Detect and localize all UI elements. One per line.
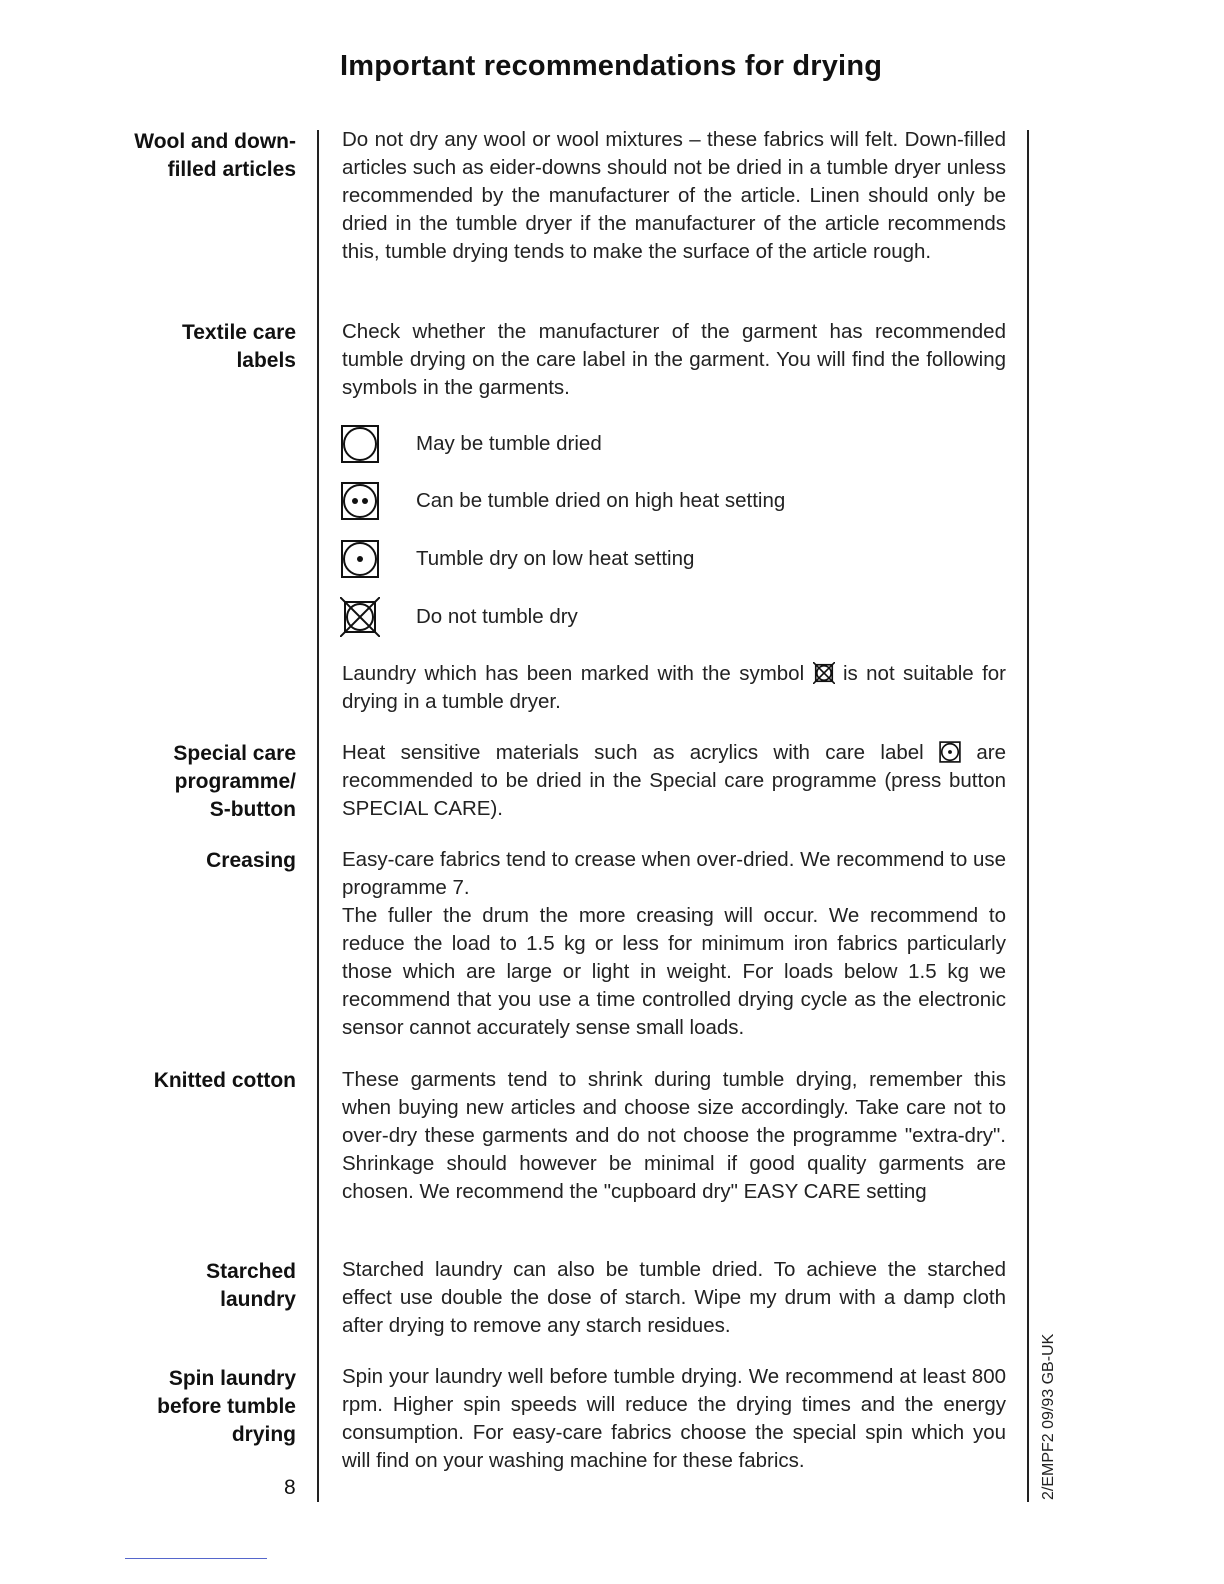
- label-line: Creasing: [206, 849, 296, 872]
- label-line: drying: [231, 1423, 296, 1446]
- text-knitted-cotton: These garments tend to shrink during tumble drying, remember this when buying new articles and choose size accordingly. Take care not to over-dry these garments and do not choose the programme "extra-dry". Shrinkage should however be minimal if good quality garments are chosen. We recommend the "cupboard dry" EASY CARE setting: [342, 1068, 1006, 1203]
- label-wool: [76, 128, 296, 184]
- symbol-row: [340, 539, 694, 579]
- paragraph: Easy-care fabrics tend to crease when over-dried. We recommend to use programme 7.: [342, 848, 1006, 899]
- document-code: 2/EMPF2 09/93 GB-UK: [1040, 1333, 1057, 1500]
- text-starched: Starched laundry can also be tumble dried. To achieve the starched effect use double the dose of starch. Wipe my drum with a damp cloth after drying to remove any starch residues.: [342, 1258, 1006, 1337]
- symbol-text: May be tumble dried: [416, 432, 602, 455]
- symbol-row: [340, 424, 602, 464]
- symbol-row: [340, 481, 785, 521]
- page-title: Important recommendations for drying: [340, 50, 883, 82]
- label-creasing: [76, 847, 296, 875]
- label-line: programme/: [174, 770, 296, 793]
- label-knitted-cotton: [76, 1067, 296, 1095]
- label-line: Textile care: [181, 321, 296, 344]
- right-margin-line: [1027, 130, 1029, 1502]
- symbol-text: Do not tumble dry: [416, 605, 578, 628]
- special-text: Heat sensitive materials such as acrylics with care label: [342, 741, 924, 764]
- tumble-dry-icon: [340, 424, 380, 464]
- do-not-tumble-dry-icon: [340, 597, 380, 637]
- note-text: is not suitable for drying in a tumble dryer.: [342, 662, 1007, 713]
- label-line: Knitted cotton: [153, 1069, 296, 1092]
- tumble-dry-high-heat-icon: [340, 481, 380, 521]
- label-line: Starched: [206, 1260, 296, 1283]
- text-wool: Do not dry any wool or wool mixtures – these fabrics will felt. Down-filled articles such as eider-downs should not be dried in a tumble dryer unless recommended by the manufacturer of the article. Linen should only be dried in the tumble dryer if the manufacturer of the article recommends this, tumble drying tends to make the surface of the article rough.: [342, 128, 1006, 263]
- footer-line: [125, 1558, 267, 1559]
- label-starched: [76, 1258, 296, 1314]
- tumble-dry-low-heat-icon: [340, 539, 380, 579]
- symbol-text: Can be tumble dried on high heat setting: [416, 489, 786, 512]
- note-text: Laundry which has been marked with the symbol: [342, 662, 805, 685]
- text-textile-note: [342, 660, 1006, 716]
- text-textile: Check whether the manufacturer of the garment has recommended tumble drying on the care label in the garment. You will find the following symbols in the garments.: [342, 320, 1006, 399]
- label-line: Wool and down-: [134, 130, 296, 153]
- do-not-tumble-dry-icon: [813, 662, 835, 684]
- symbol-text: Tumble dry on low heat setting: [416, 547, 695, 570]
- symbol-row: [340, 597, 578, 637]
- text-creasing: [342, 846, 1006, 1042]
- label-spin: [76, 1365, 296, 1449]
- paragraph: The fuller the drum the more creasing will occur. We recommend to reduce the load to 1.5 kg or less for minimum iron fabrics particularly those which are large or light in weight. For loads below 1.5 kg we recommend that you use a time controlled drying cycle as the electronic sensor cannot accurately sense small loads.: [342, 904, 1006, 1039]
- label-special-care: [76, 740, 296, 824]
- label-line: filled articles: [167, 158, 296, 181]
- text-spin: Spin your laundry well before tumble drying. We recommend at least 800 rpm. Higher spin speeds will reduce the drying times and the energy consumption. For easy-care fabrics choose the special spin which you will find on your washing machine for these fabrics.: [342, 1365, 1006, 1472]
- page-number: 8: [284, 1476, 296, 1499]
- label-line: Spin laundry: [168, 1367, 296, 1390]
- special-text: are recommended to be dried in the Special care programme (press button SPECIAL CARE).: [342, 741, 1006, 820]
- label-textile: [76, 319, 296, 375]
- column-divider: [317, 130, 319, 1502]
- label-line: labels: [236, 349, 296, 372]
- label-line: S-button: [209, 798, 296, 821]
- label-line: before tumble: [157, 1395, 296, 1418]
- tumble-dry-low-heat-icon: [939, 741, 961, 763]
- text-special-care: [342, 739, 1006, 823]
- label-line: Special care: [173, 742, 296, 765]
- label-line: laundry: [220, 1288, 296, 1311]
